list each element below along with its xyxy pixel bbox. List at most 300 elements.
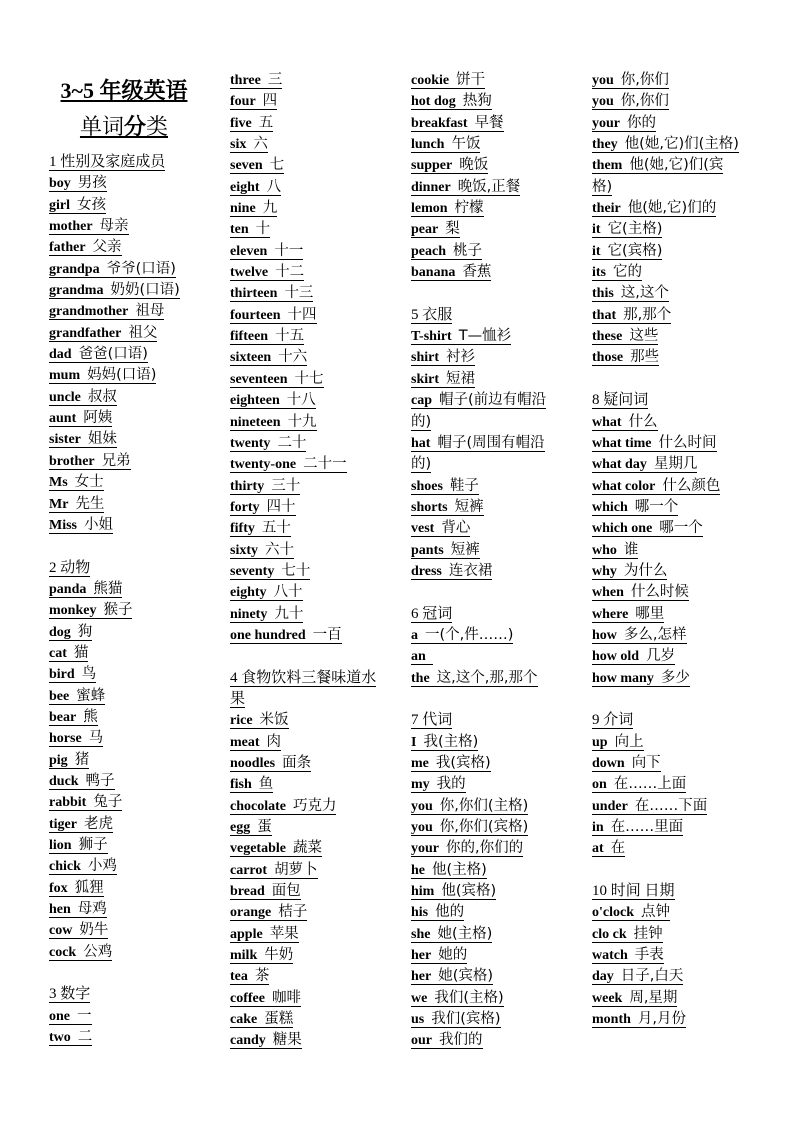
english-word: peach xyxy=(411,243,446,259)
vocab-entry xyxy=(230,412,410,433)
english-word: shirt xyxy=(411,350,439,366)
vocab-entry xyxy=(411,732,591,753)
english-word: monkey xyxy=(49,603,97,619)
vocab-entry xyxy=(411,198,591,219)
document-title: 3~5 年级英语 xyxy=(60,78,188,103)
vocab-entry xyxy=(592,646,772,667)
section-spacer xyxy=(230,646,410,667)
vocab-entry-text xyxy=(230,543,294,559)
chinese-meaning: 三 xyxy=(267,72,283,88)
chinese-meaning: 晚饭 xyxy=(459,157,489,174)
vocab-entry-text xyxy=(49,945,112,961)
english-word: your xyxy=(592,115,620,131)
english-word: at xyxy=(592,841,604,857)
vocab-entry xyxy=(411,326,591,347)
vocab-entry xyxy=(411,646,591,667)
chinese-meaning: 苹果 xyxy=(269,925,299,942)
vocab-entry-text xyxy=(411,372,475,388)
english-word: fox xyxy=(49,880,68,896)
chinese-meaning: 你,你们 xyxy=(620,72,669,88)
vocab-entry-text xyxy=(230,222,270,238)
english-word: me xyxy=(411,756,429,771)
chinese-meaning: 兄弟 xyxy=(101,452,131,469)
vocab-entry xyxy=(592,326,772,347)
vocab-entry xyxy=(230,881,410,902)
vocab-entry-text xyxy=(49,667,96,683)
section-heading-text: 10 时间 日期 xyxy=(592,883,675,900)
vocab-entry-text xyxy=(411,991,504,1007)
section-heading-text: 1 性别及家庭成员 xyxy=(49,154,166,170)
vocab-entry-text xyxy=(230,521,291,537)
vocab-entry xyxy=(230,796,410,817)
chinese-meaning: 我们(宾格) xyxy=(431,1011,501,1028)
vocab-entry-text xyxy=(49,262,176,278)
section-spacer xyxy=(49,536,229,557)
chinese-meaning: 八 xyxy=(266,178,282,195)
english-word: aunt xyxy=(49,411,77,427)
chinese-meaning: 我们的 xyxy=(439,1032,483,1049)
english-word: egg xyxy=(230,820,251,836)
vocab-entry-text xyxy=(49,198,106,214)
vocab-entry xyxy=(230,860,410,881)
vocab-entry-text xyxy=(592,286,669,302)
english-word: he xyxy=(411,862,425,878)
vocab-entry-text xyxy=(592,564,667,580)
vocab-entry xyxy=(592,625,772,646)
english-word: what time xyxy=(592,435,652,451)
vocab-entry xyxy=(411,113,591,134)
english-word: T-shirt xyxy=(411,329,452,345)
vocab-entry-text xyxy=(411,1012,501,1028)
chinese-meaning: 周,星期 xyxy=(629,989,678,1006)
english-word: the xyxy=(411,670,430,686)
chinese-meaning: 这,这个 xyxy=(620,285,669,302)
section-heading-text: 2 动物 xyxy=(49,559,91,576)
vocab-entry-text xyxy=(592,94,669,110)
chinese-meaning: 月,月份 xyxy=(637,1011,687,1028)
chinese-meaning: 一 xyxy=(77,1007,92,1024)
vocab-entry xyxy=(49,494,229,515)
vocab-entry-text xyxy=(49,497,104,513)
vocab-entry-text xyxy=(230,73,282,89)
english-word: panda xyxy=(49,581,87,597)
vocab-entry-text xyxy=(230,799,336,815)
vocab-entry xyxy=(230,283,410,304)
vocab-entry xyxy=(411,988,591,1009)
vocab-entry-text xyxy=(411,777,466,793)
chinese-meaning: 在 xyxy=(610,840,626,857)
vocab-entry-text xyxy=(592,756,661,772)
chinese-meaning: 公鸡 xyxy=(83,943,113,960)
english-word: bread xyxy=(230,884,265,900)
vocab-entry xyxy=(592,134,742,155)
section-heading xyxy=(592,390,772,411)
english-word: five xyxy=(230,115,252,131)
vocab-entry-text xyxy=(592,308,671,324)
chinese-meaning: 她的 xyxy=(438,947,468,964)
vocab-entry-text xyxy=(592,521,703,537)
vocab-entry xyxy=(49,835,229,856)
english-word: noodles xyxy=(230,756,276,771)
chinese-meaning: 什么 xyxy=(628,413,658,430)
english-word: we xyxy=(411,990,428,1006)
chinese-meaning: 九 xyxy=(262,200,278,217)
column-1 xyxy=(49,76,229,1048)
vocab-entry xyxy=(592,753,772,774)
vocab-entry xyxy=(230,988,410,1009)
chinese-meaning: 鸭子 xyxy=(85,772,115,789)
vocab-entry-text xyxy=(230,137,268,153)
vocab-entry-text xyxy=(592,137,739,153)
vocab-entry xyxy=(592,305,772,326)
vocab-entry-text xyxy=(411,948,467,964)
vocab-entry xyxy=(230,604,410,625)
column-2 xyxy=(230,70,410,1052)
vocab-entry xyxy=(411,945,591,966)
chinese-meaning: 二十 xyxy=(277,434,307,451)
vocab-entry-text xyxy=(230,457,347,473)
vocab-entry-text xyxy=(230,841,322,857)
chinese-meaning: 短裙 xyxy=(446,370,475,387)
chinese-meaning: 柠檬 xyxy=(454,200,484,217)
vocab-entry-text xyxy=(230,372,324,388)
vocab-entry-text xyxy=(592,735,644,751)
vocab-entry xyxy=(230,710,410,731)
vocab-entry xyxy=(230,177,410,198)
vocab-entry xyxy=(49,814,229,835)
vocab-entry xyxy=(411,155,591,176)
english-word: mum xyxy=(49,368,81,384)
vocab-entry-text xyxy=(411,564,492,580)
section-heading-text: 6 冠词 xyxy=(411,605,453,622)
column-2-content xyxy=(230,70,410,1052)
vocab-entry xyxy=(411,476,591,497)
english-word: it xyxy=(592,243,601,259)
chinese-meaning: 茶 xyxy=(254,968,270,985)
vocab-entry-text xyxy=(411,393,546,430)
vocab-entry-text xyxy=(230,735,281,751)
vocab-entry xyxy=(592,219,772,240)
english-word: milk xyxy=(230,948,258,964)
vocab-entry xyxy=(592,262,772,283)
vocab-entry-text xyxy=(230,991,301,1007)
chinese-meaning: 点钟 xyxy=(641,904,670,921)
chinese-meaning: 七 xyxy=(269,157,285,174)
vocab-entry xyxy=(592,412,772,433)
vocab-entry xyxy=(230,155,410,176)
english-word: down xyxy=(592,756,625,771)
vocab-entry-text xyxy=(411,265,491,281)
vocab-entry xyxy=(411,817,591,838)
vocab-entry-text xyxy=(592,820,683,836)
section-spacer xyxy=(49,963,229,984)
chinese-meaning: 女孩 xyxy=(77,196,106,213)
vocab-entry-text xyxy=(49,774,115,790)
vocab-entry-text xyxy=(49,219,129,235)
english-word: it xyxy=(592,222,601,238)
vocab-entry-text xyxy=(592,671,690,687)
vocab-entry xyxy=(49,664,229,685)
english-word: fish xyxy=(230,777,252,793)
vocab-entry-text xyxy=(411,500,484,516)
english-word: why xyxy=(592,563,617,579)
english-word: who xyxy=(592,542,617,558)
chinese-meaning: 他(她,它)们(宾格) xyxy=(592,157,724,195)
chinese-meaning: 在……上面 xyxy=(613,776,687,793)
vocab-entry xyxy=(592,347,772,368)
vocab-entry-text xyxy=(230,180,281,196)
vocab-entry-text xyxy=(49,475,104,491)
vocab-entry xyxy=(49,856,229,877)
section-heading-text: 9 介词 xyxy=(592,712,634,729)
english-word: hat xyxy=(411,435,431,451)
english-word: those xyxy=(592,350,624,366)
english-word: mother xyxy=(49,219,93,235)
vocab-entry-text xyxy=(592,649,675,665)
english-word: on xyxy=(592,777,607,793)
chinese-meaning: 一百 xyxy=(312,626,342,643)
chinese-meaning: 你,你们(主格) xyxy=(439,797,529,814)
chinese-meaning: 猫 xyxy=(73,644,89,661)
chinese-meaning: 小姐 xyxy=(84,516,113,533)
vocab-entry xyxy=(230,1009,410,1030)
vocab-entry xyxy=(49,344,229,365)
vocab-entry xyxy=(411,860,591,881)
vocab-entry-text xyxy=(230,756,311,772)
vocab-entry-text xyxy=(411,116,504,132)
vocab-entry-text xyxy=(230,713,289,729)
english-word: dad xyxy=(49,347,72,363)
vocab-entry-text xyxy=(230,884,301,900)
english-word: fifteen xyxy=(230,329,269,345)
chinese-meaning: 他(她,它)们(主格) xyxy=(624,136,739,153)
vocab-entry xyxy=(592,604,772,625)
chinese-meaning: 爷爷(口语) xyxy=(106,260,176,277)
english-word: breakfast xyxy=(411,115,468,131)
vocab-entry xyxy=(230,817,410,838)
vocab-entry xyxy=(592,668,772,689)
vocab-entry-text xyxy=(49,859,117,875)
chinese-meaning: 他(她,它)们的 xyxy=(627,200,717,217)
vocab-entry-text xyxy=(49,283,180,299)
english-word: dinner xyxy=(411,179,451,195)
chinese-meaning: 短裤 xyxy=(450,541,480,558)
section-spacer xyxy=(592,369,772,390)
english-word: twelve xyxy=(230,265,269,281)
section-spacer xyxy=(411,283,591,304)
chinese-meaning: 背心 xyxy=(441,520,471,537)
english-word: supper xyxy=(411,158,453,174)
section-heading-text: 4 食物饮料三餐味道水果 xyxy=(230,669,377,707)
chinese-meaning: 七十 xyxy=(281,562,311,579)
english-word: lemon xyxy=(411,201,448,217)
vocab-entry-text xyxy=(49,326,157,342)
vocab-entry-text xyxy=(411,799,528,815)
vocab-entry-text xyxy=(49,838,108,854)
chinese-meaning: 十四 xyxy=(287,306,317,323)
vocab-entry-text xyxy=(411,222,460,238)
vocab-entry-text xyxy=(411,969,493,985)
vocab-entry-text xyxy=(592,991,677,1007)
vocab-entry xyxy=(411,625,591,646)
vocab-entry-text xyxy=(411,649,433,665)
section-spacer xyxy=(411,689,591,710)
english-word: bee xyxy=(49,688,70,704)
vocab-entry-text xyxy=(49,176,107,192)
english-word: under xyxy=(592,798,628,814)
vocab-entry-text xyxy=(49,902,107,918)
english-word: cap xyxy=(411,393,432,409)
english-word: an xyxy=(411,649,426,665)
vocab-entry-text xyxy=(230,201,277,217)
vocab-entry-text xyxy=(592,543,638,559)
chinese-meaning: 多少 xyxy=(660,669,690,686)
chinese-meaning: 你,你们(宾格) xyxy=(439,819,529,836)
english-word: shoes xyxy=(411,478,443,494)
english-word: cow xyxy=(49,923,73,939)
chinese-meaning: 十六 xyxy=(278,349,308,366)
vocab-entry xyxy=(411,668,591,689)
english-word: lion xyxy=(49,838,72,853)
english-word: what day xyxy=(592,457,647,473)
chinese-meaning: T—恤衫 xyxy=(458,328,512,345)
chinese-meaning: 十九 xyxy=(287,413,317,430)
chinese-meaning: 向上 xyxy=(614,733,644,750)
vocab-entry xyxy=(592,924,772,945)
chinese-meaning: 连衣裙 xyxy=(448,562,493,579)
vocab-entry-text xyxy=(49,368,156,384)
chinese-meaning: 晚饭,正餐 xyxy=(457,178,521,195)
vocab-entry xyxy=(49,429,229,450)
vocab-entry xyxy=(411,369,591,390)
english-word: how many xyxy=(592,670,654,686)
chinese-meaning: 哪一个 xyxy=(659,520,703,537)
vocab-entry xyxy=(592,796,772,817)
chinese-meaning: 十一 xyxy=(274,242,304,259)
vocab-entry xyxy=(49,920,229,941)
english-word: nine xyxy=(230,201,256,217)
chinese-meaning: 十八 xyxy=(286,392,316,409)
english-word: thirty xyxy=(230,478,265,494)
vocab-entry xyxy=(230,753,410,774)
vocab-entry xyxy=(49,237,229,258)
english-word: vegetable xyxy=(230,841,286,857)
vocab-entry xyxy=(592,113,772,134)
english-word: Ms xyxy=(49,475,68,491)
chinese-meaning: 六十 xyxy=(265,541,294,558)
chinese-meaning: 六 xyxy=(253,136,268,153)
english-word: lunch xyxy=(411,137,445,153)
chinese-meaning: 鱼 xyxy=(258,776,274,793)
chinese-meaning: 你的 xyxy=(627,114,656,131)
vocab-entry xyxy=(592,838,772,859)
english-word: candy xyxy=(230,1033,266,1049)
vocab-entry xyxy=(230,219,410,240)
vocab-entry-text xyxy=(592,457,697,473)
chinese-meaning: 他的 xyxy=(435,904,465,921)
english-word: where xyxy=(592,606,629,622)
vocab-entry-text xyxy=(411,479,479,495)
column-4 xyxy=(592,70,772,1030)
vocab-entry-text xyxy=(49,582,122,598)
english-word: cookie xyxy=(411,73,450,88)
vocab-entry-text xyxy=(230,969,269,985)
chinese-meaning: 猪 xyxy=(74,751,90,768)
chinese-meaning: 早餐 xyxy=(474,114,504,131)
vocab-entry-text xyxy=(49,689,105,705)
column-1-content xyxy=(49,152,229,1048)
vocab-entry xyxy=(411,219,591,240)
vocab-entry xyxy=(411,134,591,155)
vocab-entry xyxy=(411,347,591,368)
english-word: three xyxy=(230,73,261,88)
vocab-entry xyxy=(592,988,772,1009)
vocab-entry xyxy=(230,347,410,368)
chinese-meaning: 奶牛 xyxy=(79,922,109,939)
chinese-meaning: 十五 xyxy=(275,328,305,345)
english-word: up xyxy=(592,734,608,750)
english-word: grandmother xyxy=(49,304,129,320)
chinese-meaning: 热狗 xyxy=(462,93,492,110)
vocab-entry xyxy=(592,155,742,198)
english-word: grandpa xyxy=(49,261,100,277)
english-word: vest xyxy=(411,521,435,537)
chinese-meaning: 这些 xyxy=(629,328,659,345)
chinese-meaning: 桔子 xyxy=(278,904,308,921)
chinese-meaning: 牛奶 xyxy=(264,947,294,964)
chinese-meaning: 祖母 xyxy=(135,303,165,320)
chinese-meaning: 八十 xyxy=(273,584,303,601)
english-word: chocolate xyxy=(230,798,286,814)
vocab-entry-text xyxy=(411,927,492,943)
vocab-entry xyxy=(49,707,229,728)
vocab-entry-text xyxy=(592,222,662,238)
vocab-entry xyxy=(230,518,410,539)
vocab-entry-text xyxy=(49,240,122,256)
chinese-meaning: 九十 xyxy=(274,605,304,622)
vocab-entry xyxy=(49,365,229,386)
vocab-entry-text xyxy=(411,863,487,879)
chinese-meaning: 我们(主格) xyxy=(434,989,504,1006)
vocab-entry-text xyxy=(411,671,538,687)
vocab-entry-text xyxy=(411,884,496,900)
chinese-meaning: 一(个,件……) xyxy=(425,626,514,643)
chinese-meaning: 糖果 xyxy=(272,1032,302,1049)
english-word: duck xyxy=(49,773,79,789)
vocab-entry-text xyxy=(411,436,545,473)
english-word: bear xyxy=(49,709,77,725)
english-word: my xyxy=(411,777,430,793)
vocab-entry xyxy=(592,454,772,475)
vocab-entry xyxy=(411,924,591,945)
chinese-meaning: 什么时候 xyxy=(630,584,689,601)
column-3-content xyxy=(411,70,591,1052)
chinese-meaning: 爸爸(口语) xyxy=(78,346,148,363)
chinese-meaning: 她(主格) xyxy=(437,925,493,942)
vocab-entry-text xyxy=(49,347,148,363)
vocab-entry-text xyxy=(49,518,113,534)
vocab-entry-text xyxy=(49,390,117,406)
english-word: rabbit xyxy=(49,795,87,811)
chinese-meaning: 母鸡 xyxy=(77,901,107,918)
vocab-entry xyxy=(230,326,410,347)
chinese-meaning: 熊猫 xyxy=(93,580,123,597)
chinese-meaning: 向下 xyxy=(631,755,661,771)
chinese-meaning: 三十 xyxy=(271,477,301,494)
vocab-entry xyxy=(230,91,410,112)
chinese-meaning: 什么颜色 xyxy=(662,477,721,494)
vocab-entry xyxy=(49,686,229,707)
